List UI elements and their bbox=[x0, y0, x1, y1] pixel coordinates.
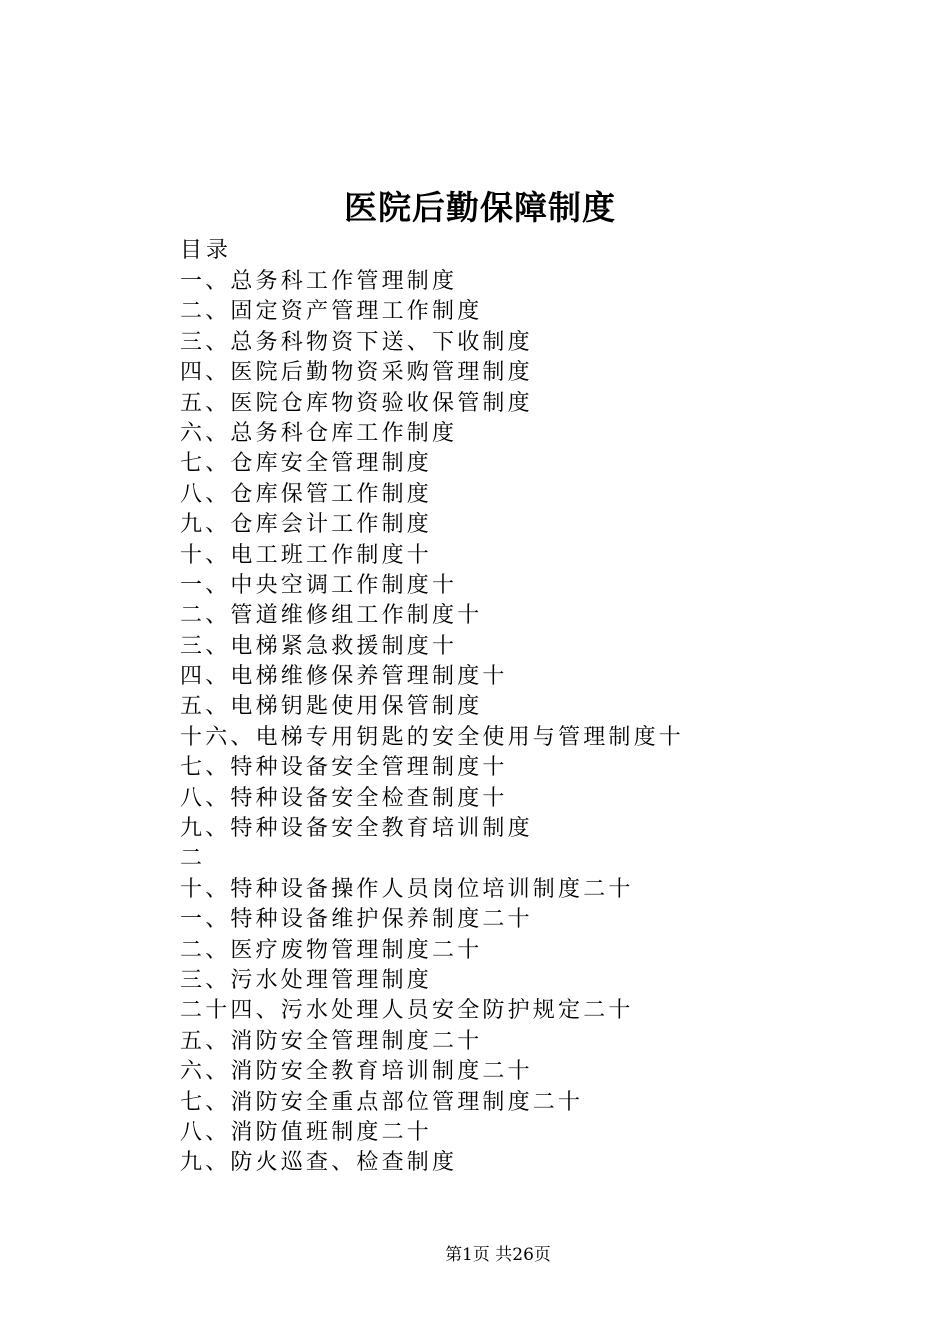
toc-item: 七、消防安全重点部位管理制度二十 bbox=[180, 1089, 584, 1115]
toc-heading: 目录 bbox=[180, 238, 233, 263]
toc-item: 七、仓库安全管理制度 bbox=[180, 451, 433, 477]
toc-item: 五、医院仓库物资验收保管制度 bbox=[180, 390, 533, 416]
toc-item: 一、特种设备维护保养制度二十 bbox=[180, 907, 533, 933]
toc-item: 五、消防安全管理制度二十 bbox=[180, 1028, 483, 1054]
page-number-footer: 第1页 共26页 bbox=[445, 1245, 551, 1265]
toc-item: 二十四、污水处理人员安全防护规定二十 bbox=[180, 998, 634, 1024]
toc-item: 一、中央空调工作制度十 bbox=[180, 572, 458, 598]
toc-item: 八、消防值班制度二十 bbox=[180, 1119, 433, 1145]
toc-item: 三、电梯紧急救援制度十 bbox=[180, 633, 458, 659]
toc-item: 三、污水处理管理制度 bbox=[180, 967, 433, 993]
toc-item: 八、仓库保管工作制度 bbox=[180, 481, 433, 507]
toc-item: 五、电梯钥匙使用保管制度 bbox=[180, 694, 483, 720]
toc-item: 二、固定资产管理工作制度 bbox=[180, 299, 483, 325]
toc-item: 十、特种设备操作人员岗位培训制度二十 bbox=[180, 876, 634, 902]
toc-item: 六、消防安全教育培训制度二十 bbox=[180, 1059, 533, 1085]
toc-item: 一、总务科工作管理制度 bbox=[180, 269, 458, 294]
toc-item: 四、电梯维修保养管理制度十 bbox=[180, 664, 508, 690]
document-title: 医院后勤保障制度 bbox=[344, 188, 616, 227]
toc-item: 四、医院后勤物资采购管理制度 bbox=[180, 360, 533, 386]
toc-item: 九、防火巡查、检查制度 bbox=[180, 1150, 458, 1176]
toc-item: 九、仓库会计工作制度 bbox=[180, 512, 433, 538]
toc-item: 二、管道维修组工作制度十 bbox=[180, 603, 483, 629]
toc-list bbox=[180, 267, 684, 1179]
toc-item: 八、特种设备安全检查制度十 bbox=[180, 785, 508, 811]
toc-item: 十、电工班工作制度十 bbox=[180, 542, 433, 568]
toc-item: 七、特种设备安全管理制度十 bbox=[180, 755, 508, 781]
toc-item: 二、医疗废物管理制度二十 bbox=[180, 937, 483, 963]
toc-item: 六、总务科仓库工作制度 bbox=[180, 420, 458, 446]
toc-item: 三、总务科物资下送、下收制度 bbox=[180, 329, 533, 355]
toc-item: 二 bbox=[180, 846, 206, 872]
toc-item: 九、特种设备安全教育培训制度 bbox=[180, 816, 533, 842]
toc-item: 十六、电梯专用钥匙的安全使用与管理制度十 bbox=[180, 724, 685, 750]
